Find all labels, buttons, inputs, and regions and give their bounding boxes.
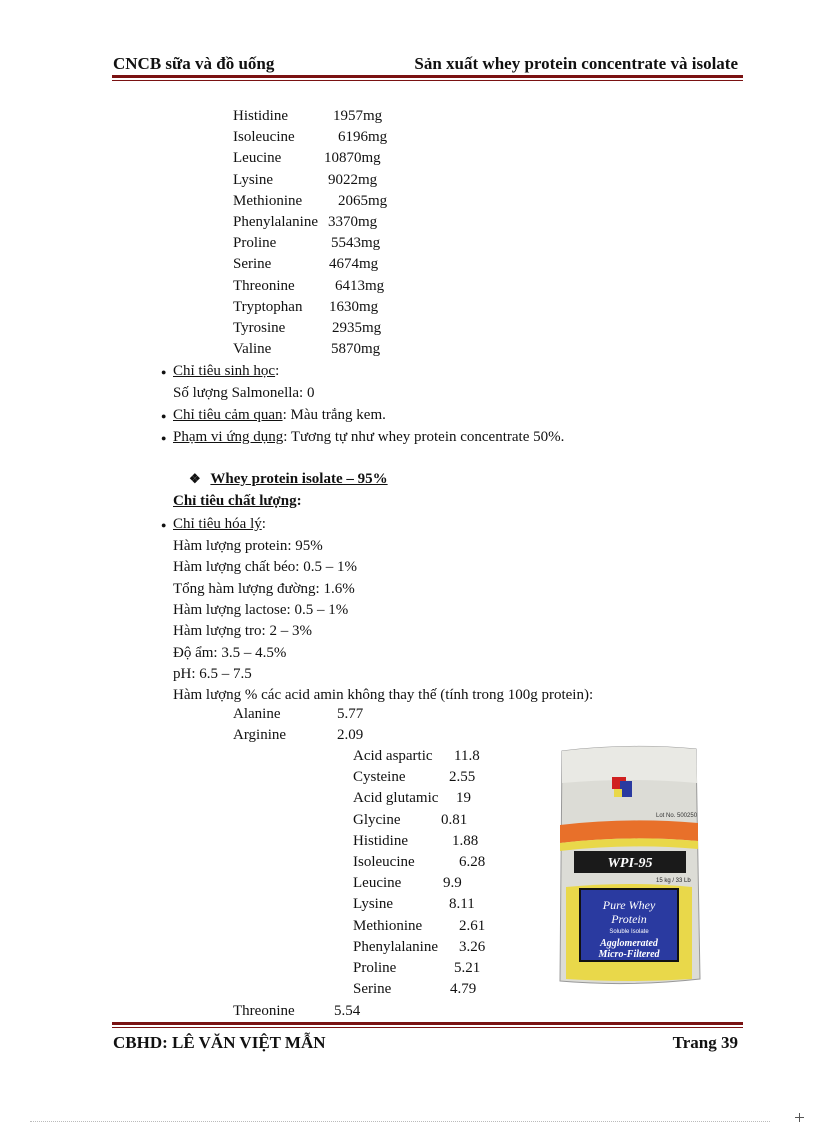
- amino-name: Proline: [353, 960, 397, 976]
- amino-value: 10870mg: [324, 150, 381, 167]
- amino-name: Acid glutamic: [353, 790, 439, 807]
- amino-value: 3.26: [459, 938, 486, 955]
- amino-value: 11.8: [454, 748, 480, 764]
- crop-mark-icon: [795, 1113, 803, 1121]
- amino-name: Tyrosine: [233, 320, 286, 336]
- amino-name: Acid aspartic: [353, 748, 433, 764]
- physchem-line: Tổng hàm lượng đường: 1.6%: [173, 580, 355, 597]
- amino-value: 1957mg: [333, 108, 383, 124]
- footer-rule: [112, 1022, 743, 1028]
- scope-label: Phạm vi ứng dụng: [173, 429, 284, 445]
- bag-line2: Protein: [611, 912, 647, 926]
- amino-value: 9022mg: [328, 171, 378, 188]
- bag-line1: Pure Whey: [602, 898, 656, 912]
- diamond-bullet-icon: ❖: [189, 471, 201, 486]
- amino-name: Lysine: [353, 896, 393, 913]
- amino-name: Isoleucine: [353, 854, 415, 870]
- sensory-label: Chỉ tiêu cảm quan: [173, 407, 283, 423]
- physchem-line: Hàm lượng protein: 95%: [173, 538, 323, 554]
- bag-line4: Agglomerated: [600, 938, 658, 949]
- quality-title: [173, 492, 302, 510]
- amino-value: 4674mg: [329, 256, 379, 273]
- section-title-text: Whey protein isolate – 95%: [210, 471, 388, 487]
- amino-value: 5.54: [334, 1003, 361, 1019]
- physchem-line: Hàm lượng % các acid amin không thay thế (tính trong 100g protein):: [173, 687, 594, 704]
- amino-name: Serine: [353, 981, 392, 998]
- amino-name: Isoleucine: [233, 129, 295, 146]
- amino-name: Glycine: [353, 811, 401, 828]
- bag-weight: 15 kg / 33 Lb: [656, 878, 691, 884]
- amino-name: Leucine: [353, 875, 402, 892]
- amino-value: 4.79: [450, 981, 477, 998]
- amino-value: 5543mg: [331, 235, 381, 252]
- amino-name: Methionine: [233, 192, 303, 209]
- physchem-label: [173, 515, 266, 533]
- amino-value: 5.77: [337, 706, 364, 722]
- bag-line3: Soluble Isolate: [609, 929, 649, 935]
- amino-value: 1630mg: [329, 298, 379, 315]
- footer-advisor: CBHD: LÊ VĂN VIỆT MẪN: [113, 1033, 326, 1052]
- amino-name: Phenylalanine: [233, 214, 318, 230]
- amino-value: 2065mg: [338, 192, 388, 209]
- quality-title-text: Chỉ tiêu chất lượng: [173, 493, 297, 509]
- amino-value: 2.61: [459, 917, 486, 934]
- bag-lot-number: Lot No. 500250: [656, 813, 698, 819]
- amino-name: Methionine: [353, 917, 423, 934]
- physchem-line: Hàm lượng tro: 2 – 3%: [173, 623, 312, 640]
- amino-name: Phenylalanine: [353, 938, 438, 955]
- physchem-label-text: Chỉ tiêu hóa lý: [173, 516, 262, 532]
- bag-line5: Micro-Filtered: [598, 949, 660, 960]
- amino-value: 3370mg: [328, 214, 378, 230]
- page-edge-dotted-line: [30, 1121, 770, 1122]
- amino-name: Histidine: [353, 832, 408, 849]
- amino-value: 2935mg: [332, 320, 382, 336]
- product-bag-image: [556, 743, 702, 987]
- amino-name: Histidine: [233, 108, 288, 124]
- amino-name: Tryptophan: [233, 298, 303, 315]
- header-rule: [112, 75, 743, 81]
- bio-label-text: Chỉ tiêu sinh học: [173, 363, 276, 379]
- amino-name: Threonine: [233, 277, 295, 294]
- amino-name: Alanine: [233, 706, 281, 722]
- amino-value: 5.21: [454, 960, 481, 976]
- scope-text: : Tương tự như whey protein concentrate 50%.: [283, 429, 565, 445]
- sensory-text: : Màu trắng kem.: [282, 407, 386, 423]
- amino-name: Cysteine: [353, 769, 406, 786]
- header-right-title: Sản xuất whey protein concentrate và isolate: [414, 54, 738, 73]
- amino-value: 0.81: [441, 811, 468, 828]
- bag-product-name: WPI-95: [607, 856, 653, 871]
- footer-page-number: Trang 39: [672, 1033, 738, 1052]
- amino-value: 5870mg: [331, 341, 381, 358]
- bio-criteria-label: [173, 362, 279, 380]
- physchem-line: Hàm lượng lactose: 0.5 – 1%: [173, 601, 349, 618]
- amino-value: 9.9: [443, 875, 462, 892]
- quality-colon: :: [296, 493, 302, 509]
- physchem-colon: :: [261, 516, 266, 532]
- physchem-line: pH: 6.5 – 7.5: [173, 665, 252, 682]
- amino-value: 8.11: [449, 896, 475, 913]
- application-scope: [173, 428, 564, 446]
- physchem-line: Hàm lượng chất béo: 0.5 – 1%: [173, 559, 357, 576]
- amino-name: Valine: [233, 341, 272, 358]
- amino-name: Leucine: [233, 150, 282, 167]
- amino-value: 19: [456, 790, 471, 807]
- sensory-criteria: [173, 406, 386, 424]
- amino-name: Lysine: [233, 171, 273, 188]
- header-left-title: CNCB sữa và đồ uống: [113, 54, 275, 73]
- amino-value: 6.28: [459, 854, 486, 870]
- amino-value: 6196mg: [338, 129, 388, 146]
- amino-name: Proline: [233, 235, 277, 252]
- bio-criteria-text: Số lượng Salmonella: 0: [173, 385, 315, 401]
- section-title: [189, 470, 388, 488]
- amino-value: 2.55: [449, 769, 476, 786]
- amino-name: Arginine: [233, 727, 287, 744]
- amino-value: 1.88: [452, 832, 479, 849]
- physchem-line: Độ ẩm: 3.5 – 4.5%: [173, 644, 287, 661]
- amino-value: 2.09: [337, 727, 364, 744]
- amino-value: 6413mg: [335, 277, 385, 294]
- bio-colon: :: [275, 363, 280, 379]
- amino-name: Serine: [233, 256, 272, 273]
- amino-name: Threonine: [233, 1003, 295, 1019]
